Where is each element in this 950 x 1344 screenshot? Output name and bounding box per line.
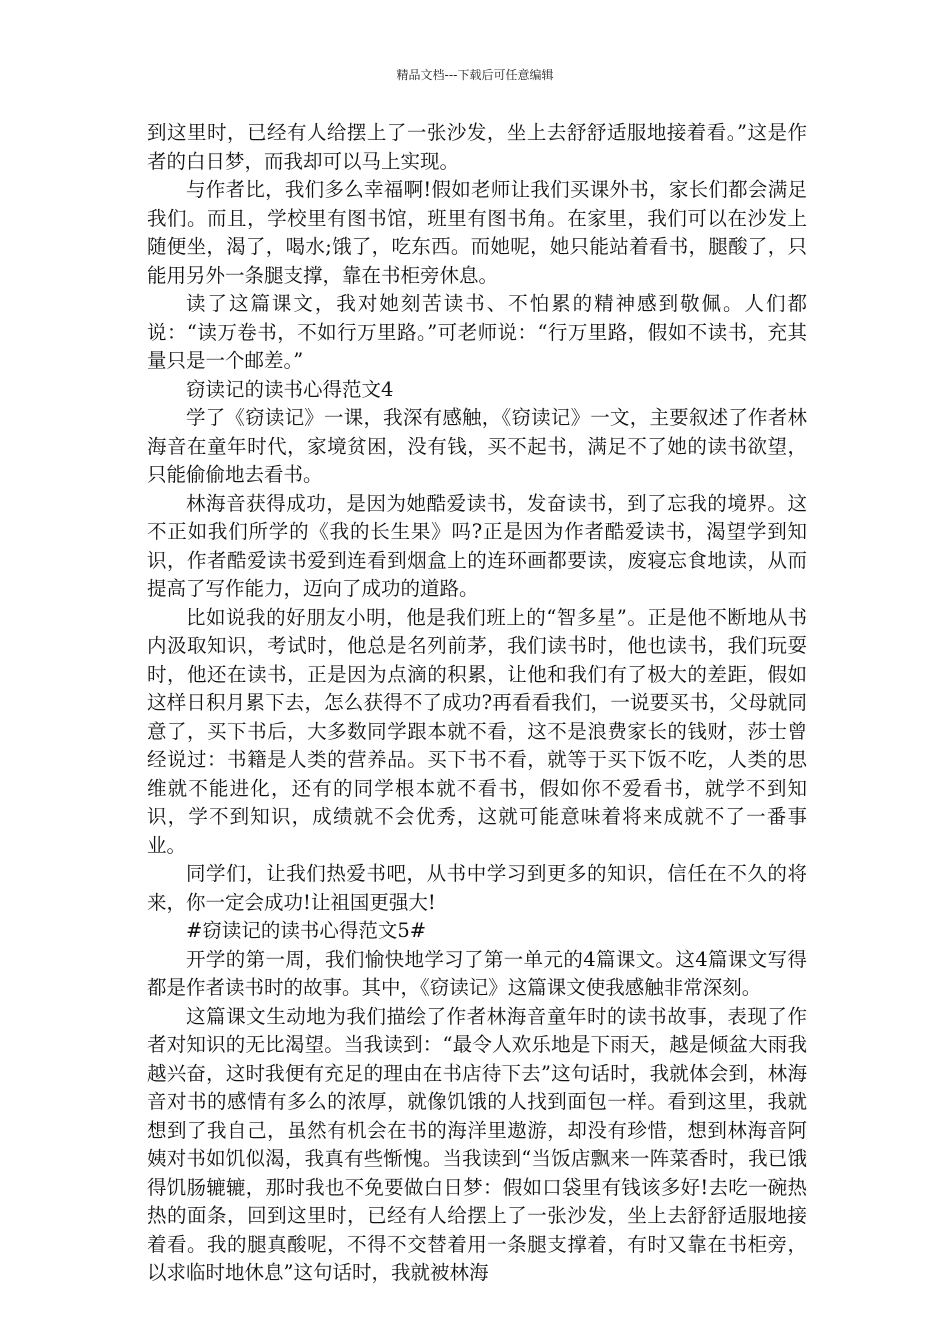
- paragraph: 读了这篇课文，我对她刻苦读书、不怕累的精神感到敬佩。人们都说：“读万卷书，不如行万里路。”可老师说：“行万里路，假如不读书，充其量只是一个邮差。”: [147, 292, 807, 372]
- paragraph: 到这里时，已经有人给摆上了一张沙发，坐上去舒舒适服地接着看。”这是作者的白日梦，而我却可以马上实现。: [147, 121, 807, 173]
- paragraph: 开学的第一周，我们愉快地学习了第一单元的4篇课文。这4篇课文写得都是作者读书时的故事。其中，《窃读记》这篇课文使我感触非常深刻。: [147, 947, 807, 999]
- document-body: [147, 119, 807, 1288]
- section-heading: #窃读记的读书心得范文5#: [186, 919, 427, 942]
- paragraph: 同学们，让我们热爱书吧，从书中学习到更多的知识，信任在不久的将来，你一定会成功!让祖国更强大!: [147, 862, 807, 914]
- section-heading: 窃读记的读书心得范文4: [186, 377, 394, 401]
- paragraph: 林海音获得成功，是因为她酷爱读书，发奋读书，到了忘我的境界。这不正如我们所学的《我的长生果》吗?正是因为作者酷爱读书，渴望学到知识，作者酷爱读书爱到连看到烟盒上的连环画都要读，废寝忘食地读，从而提高了写作能力，迈向了成功的道路。: [147, 491, 807, 600]
- paragraph: 比如说我的好朋友小明，他是我们班上的“智多星”。正是他不断地从书内汲取知识，考试时，他总是名列前茅，我们读书时，他也读书，我们玩耍时，他还在读书，正是因为点滴的积累，让他和我们有了极大的差距，假如这样日积月累下去，怎么获得不了成功?再看看我们，一说要买书，父母就同意了，买下书后，大多数同学跟本就不看，这不是浪费家长的钱财，莎士曾经说过：书籍是人类的营养品。买下书不看，就等于买下饭不吃，人类的思维就不能进化，还有的同学根本就不看书，假如你不爱看书，就学不到知识，学不到知识，成绩就不会优秀，这就可能意味着将来成就不了一番事业。: [147, 605, 807, 857]
- paragraph: 这篇课文生动地为我们描绘了作者林海音童年时的读书故事，表现了作者对知识的无比渴望。当我读到：“最令人欢乐地是下雨天，越是倾盆大雨我越兴奋，这时我便有充足的理由在书店待下去”这句话时，我就体会到，林海音对书的感情有多么的浓厚，就像饥饿的人找到面包一样。看到这里，我就想到了我自己，虽然有机会在书的海洋里遨游，却没有珍惜，想到林海音阿姨对书如饥似渴，我真有些惭愧。当我读到“当饭店飘来一阵菜香时，我已饿得饥肠辘辘，那时我也不免要做白日梦：假如口袋里有钱该多好!去吃一碗热热的面条，回到这里时，已经有人给摆上了一张沙发，坐上去舒舒适服地接着看。我的腿真酸呢，不得不交替着用一条腿支撑着，有时又靠在书柜旁，以求临时地休息”这句话时，我就被林海: [147, 1004, 807, 1284]
- page-header: 精品文档---下载后可任意编辑: [396, 68, 554, 82]
- paragraph: 学了《窃读记》一课，我深有感触，《窃读记》一文，主要叙述了作者林海音在童年时代，家境贫困，没有钱，买不起书，满足不了她的读书欲望，只能偷偷地去看书。: [147, 406, 807, 486]
- paragraph: 与作者比，我们多么幸福啊!假如老师让我们买课外书，家长们都会满足我们。而且，学校里有图书馆，班里有图书角。在家里，我们可以在沙发上随便坐，渴了，喝水;饿了，吃东西。而她呢，她只能站着看书，腿酸了，只能用另外一条腿支撑，靠在书柜旁休息。: [147, 178, 807, 287]
